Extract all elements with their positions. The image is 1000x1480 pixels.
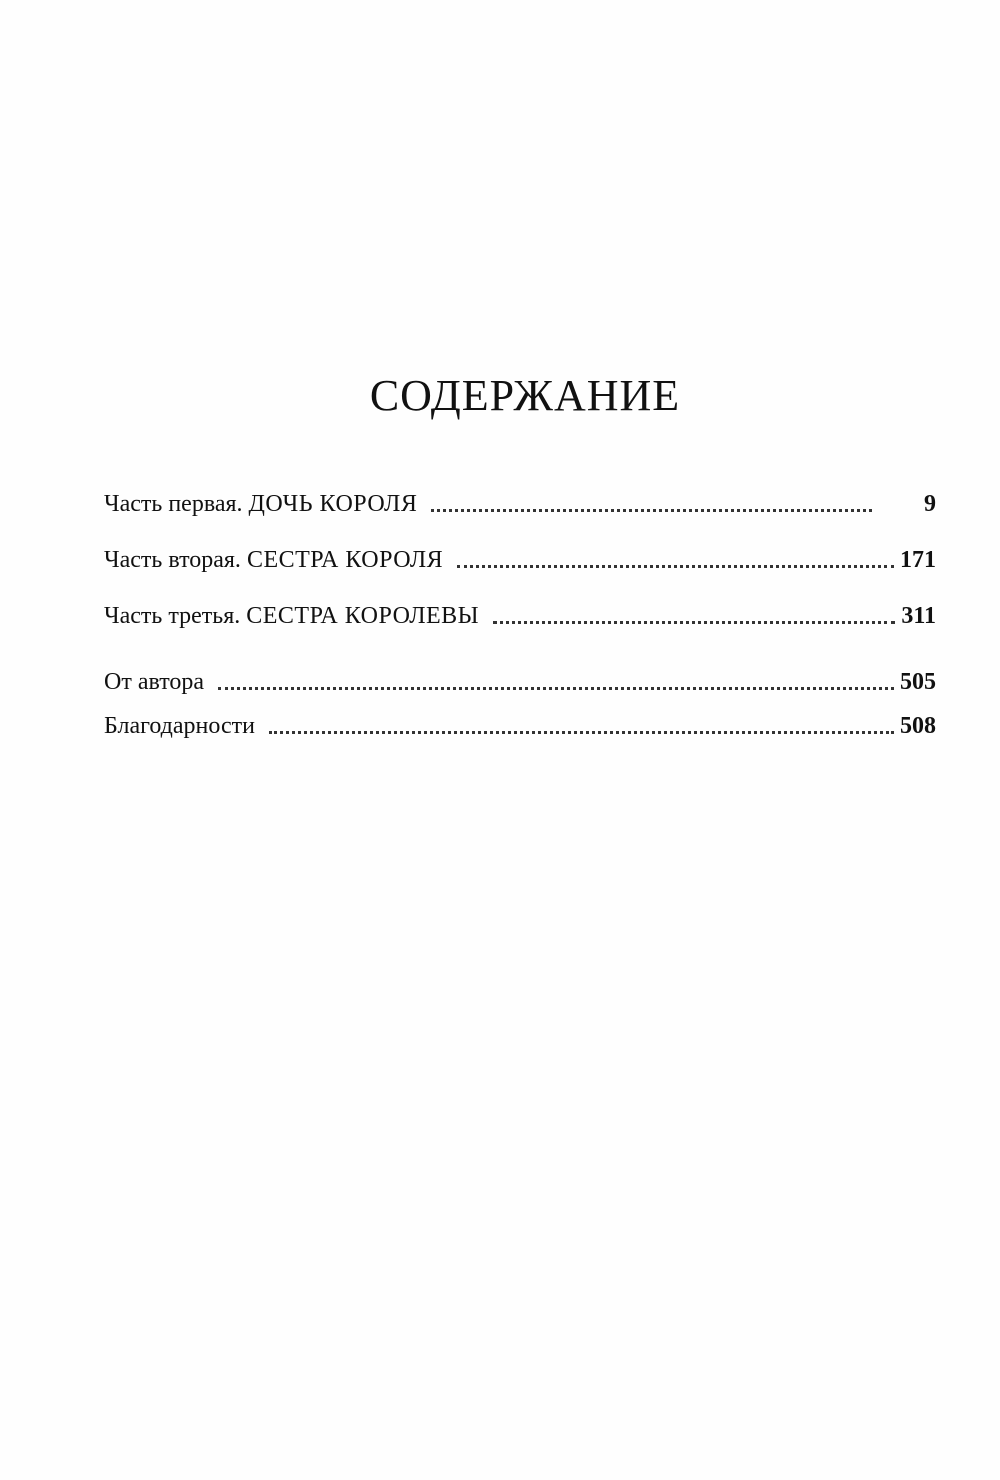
toc-entry-label: Благодарности — [104, 713, 255, 739]
toc-entry-acknowledgements[interactable] — [104, 706, 936, 740]
dot-leader — [218, 686, 894, 690]
toc-entry-label — [104, 602, 479, 630]
toc-page-number: 508 — [900, 713, 936, 739]
toc-part-title: ДОЧЬ КОРОЛЯ — [248, 491, 418, 517]
dot-leader — [493, 620, 895, 624]
dot-leader — [269, 730, 894, 734]
dot-leader — [457, 564, 894, 568]
toc-entry-label: От автора — [104, 669, 205, 695]
toc-part-number: Часть третья. — [104, 603, 241, 629]
toc-page-number: 505 — [900, 669, 936, 695]
toc-entry-part-3[interactable] — [104, 596, 936, 630]
dot-leader — [431, 508, 872, 512]
toc-entry-author-note[interactable] — [104, 662, 936, 696]
toc-page-number: 9 — [924, 491, 936, 517]
toc-entry-part-2[interactable] — [104, 540, 936, 574]
page-title: СОДЕРЖАНИЕ — [369, 371, 681, 420]
toc-part-number: Часть вторая. — [104, 547, 241, 573]
toc-page-number: 311 — [901, 603, 936, 629]
toc-part-number: Часть первая. — [104, 491, 243, 517]
toc-entry-label — [104, 490, 417, 518]
toc-part-title: СЕСТРА КОРОЛЯ — [246, 547, 444, 573]
toc-page-number: 171 — [900, 547, 936, 573]
toc-entry-part-1[interactable] — [104, 484, 936, 518]
toc-part-title: СЕСТРА КОРОЛЕВЫ — [246, 603, 480, 629]
toc-entry-label — [104, 546, 443, 574]
